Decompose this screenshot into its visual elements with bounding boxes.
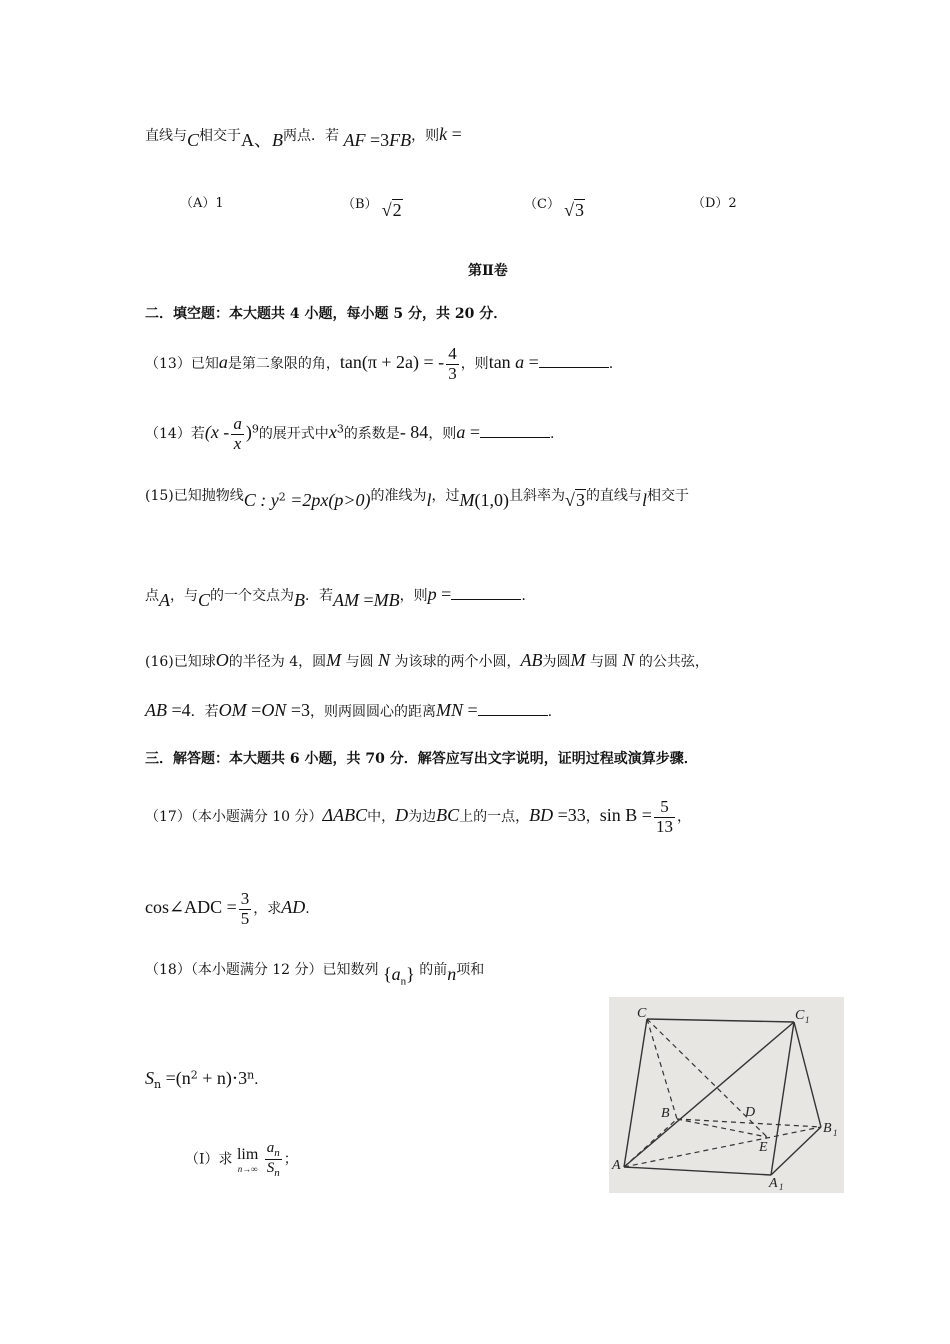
question-16-line1: (16)已知球O的半径为 4，圆M 与圆 N 为该球的两个小圆，AB为圆M 与圆 N 的公共弦， [145,650,709,670]
label-b: B [661,1106,670,1121]
question-17-line1: （17）（本小题满分 10 分）ΔABC中，D为边BC上的一点，BD =33，sin B = $\frac{5}{13}$ ， [145,797,691,836]
label-a1: A [769,1176,778,1191]
question-14: （14）若(x - $\frac{a}{x}$ )$^9$的展开式中$x^3$的系数是- 84，则a = . [145,414,555,453]
label-b1: B [823,1121,832,1136]
frac-4-3: $\frac{4}{3}$ [448,344,457,383]
question-13: （13）已知a是第二象限的角，tan(π + 2a) = - $\frac{4}{3}$ ，则tan a = . [145,344,614,383]
label-c: C [637,1006,647,1021]
label-c1: C [795,1008,805,1023]
question-18-sum-formula: $S_n =(n^2 + n)\cdot 3^n$． [145,1068,269,1091]
option-a: （A）1 [180,196,224,211]
part2-title: 第Ⅱ卷 [468,263,508,279]
option-d: （D）2 [692,196,737,211]
label-a1-sub: 1 [779,1182,784,1192]
q12-tail-line: 直线与C相交于A、B两点．若 AF =3FB，则k = [145,124,462,150]
answer-blank-15[interactable] [451,585,521,600]
prism-diagram [609,997,844,1193]
question-16-line2: AB =4．若OM =ON =3，则两圆圆心的距离MN = . [145,700,553,720]
question-15-line2: 点A，与C的一个交点为B．若AM =MB，则p = . [145,584,526,610]
answer-blank-14[interactable] [480,423,550,438]
prism-figure [609,997,844,1193]
question-17-line2: cos∠ADC = $\frac{3}{5}$ ，求AD. [145,889,310,928]
label-e: E [759,1140,768,1155]
answer-blank-16[interactable] [478,701,548,716]
option-c: （C） √3 [524,197,584,220]
label-d: D [745,1105,756,1120]
label-a: A [612,1158,621,1173]
option-b: （B） √2 [342,197,402,220]
section3-heading: 三．解答题：本大题共 6 小题，共 70 分．解答应写出文字说明，证明过程或演算步骤． [145,751,698,767]
question-18-line1: （18）（本小题满分 12 分）已知数列 $\{a_n\}$ 的前n项和 [145,962,485,988]
label-b1-sub: 1 [833,1128,838,1138]
question-15-line1: (15)已知抛物线C : $y^2 =2px(p>0)$的准线为l，过M(1,0)且斜率为√3的直线与l相交于 [145,488,689,510]
answer-blank-13[interactable] [539,353,609,368]
label-c1-sub: 1 [805,1015,810,1025]
question-18-part1: （Ⅰ）求 lim n→∞ $\frac{a_n}{S_n}$ ； [185,1140,298,1180]
section2-heading: 二．填空题：本大题共 4 小题，每小题 5 分，共 20 分． [145,306,508,322]
